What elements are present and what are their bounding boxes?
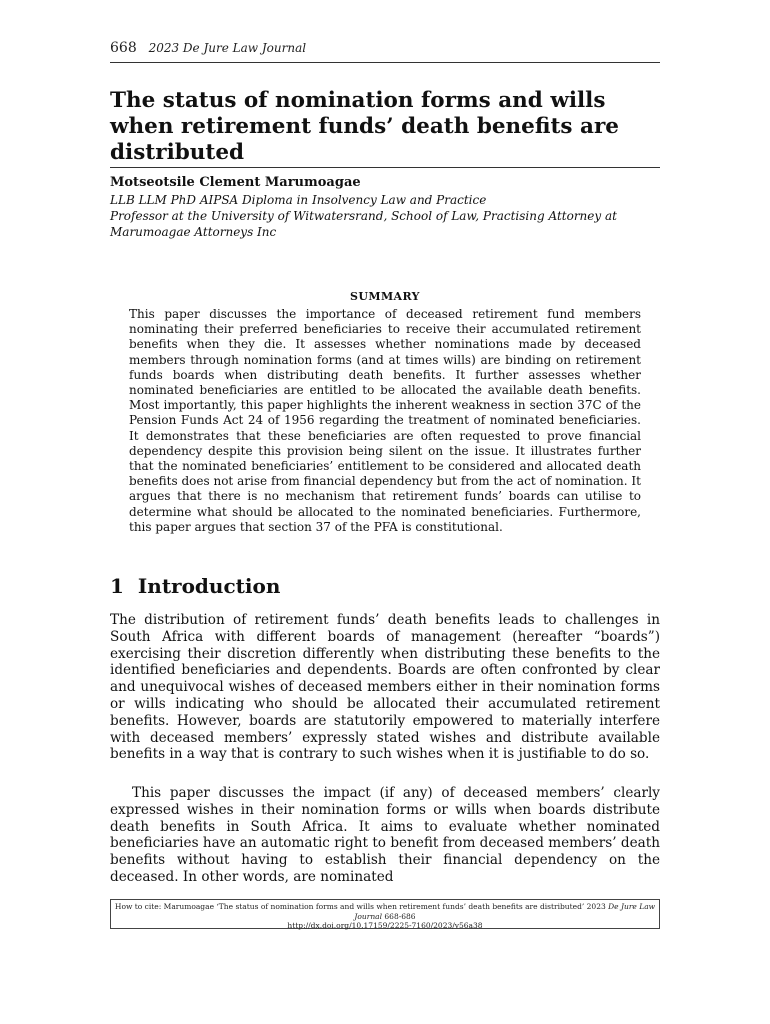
citation-doi[interactable]: http://dx.doi.org/10.17159/2225-7160/2023/v56a38 [287,921,483,930]
citation-journal: De Jure Law Journal [354,902,656,921]
journal-name: 2023 De Jure Law Journal [148,41,307,55]
summary-text: This paper discusses the importance of deceased retirement fund members nominating their preferred beneficiaries to receive their accumulated retirement benefits when they die. It assesses whether nominations made by deceased members through nomination forms (and at times wills) are binding on retirement funds boards when distributing death benefits. It further assesses whether nominated beneficiaries are entitled to be allocated the available death benefits. Most importantly, this paper highlights the inherent weakness in section 37C of the Pension Funds Act 24 of 1956 regarding the treatment of nominated beneficiaries. It demonstrates that these beneficiaries are often requested to prove financial dependency despite this provision being silent on the issue. It illustrates further that the nominated beneficiaries’ entitlement to be considered and allocated death benefits does not arise from financial dependency but from the act of nomination. It argues that there is no mechanism that retirement funds’ boards can utilise to determine what should be allocated to the nominated beneficiaries. Furthermore, this paper argues that section 37 of the PFA is constitutional. [129,307,641,534]
author-position: Professor at the University of Witwatersrand, School of Law, Practising Attorney at Marumoagae Attorneys Inc [110,209,617,239]
paper-title: The status of nomination forms and wills when retirement funds’ death benefits are distributed [110,88,619,165]
citation-text: How to cite: Marumoagae ‘The status of nomination forms and wills when retirement funds’ death benefits are distributed’ 2023 [114,902,609,911]
section-title: Introduction [137,574,281,598]
title-rule [110,167,660,168]
summary-heading: SUMMARY [350,290,420,303]
body-paragraph: The distribution of retirement funds’ death benefits leads to challenges in South Africa with different boards of management (hereafter “boards”) exercising their discretion differently when distributing these benefits to the identified beneficiaries and dependents. Boards are often confronted by clear and unequivocal wishes of deceased members either in their nomination forms or wills indicating who should be allocated their accumulated retirement benefits. However, boards are statutorily empowered to materially interfere with deceased members’ expressly stated wishes and distribute available benefits in a way that is contrary to such wishes when it is justifiable to do so. [110,612,660,763]
author-qualifications: LLB LLM PhD AIPSA Diploma in Insolvency Law and Practice [110,193,487,207]
page-number: 668 [110,40,137,56]
citation-box [110,899,660,929]
header-rule [110,62,660,63]
section-number: 1 [110,574,124,598]
running-head [110,40,660,56]
author-name: Motseotsile Clement Marumoagae [110,175,361,190]
body-paragraph: This paper discusses the impact (if any) of deceased members’ clearly expressed wishes in their nomination forms or wills when boards distribute death benefits in South Africa. It aims to evaluate whether nominated beneficiaries have an automatic right to benefit from deceased members’ death benefits without having to establish their financial dependency on the deceased. In other words, are nominated [110,785,660,885]
section-heading [110,574,660,598]
citation-pages: 668-686 [382,911,416,921]
